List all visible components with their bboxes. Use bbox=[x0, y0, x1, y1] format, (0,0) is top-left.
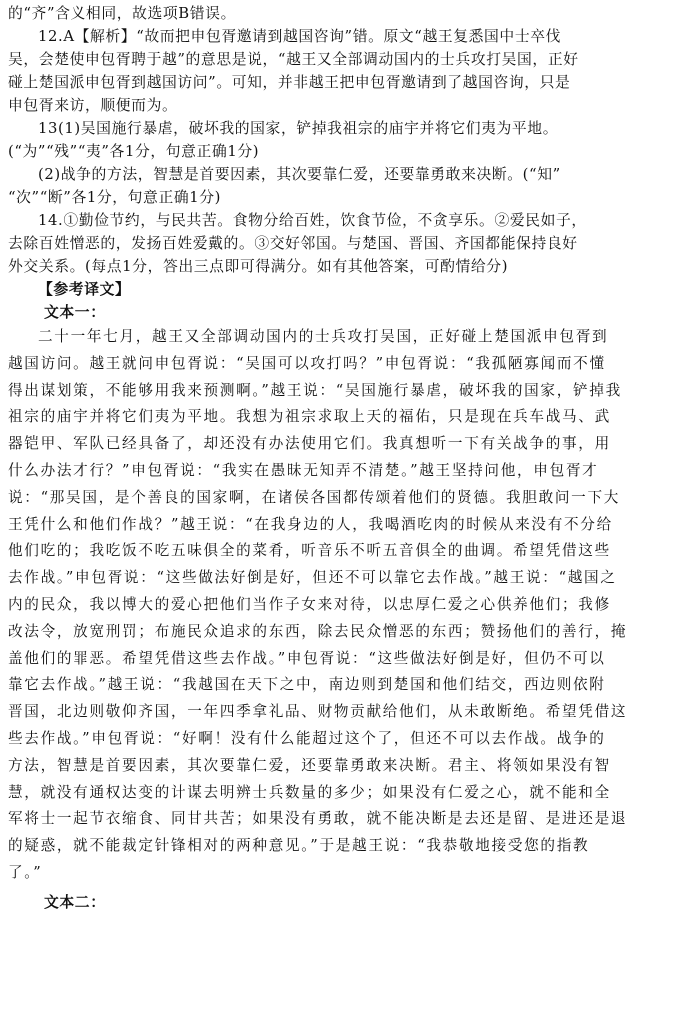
answer-line: (“为”“残”“夷”各1分，句意正确1分) bbox=[8, 143, 260, 160]
translation-line: 了。” bbox=[8, 863, 43, 881]
text-two-label: 文本二： bbox=[44, 893, 106, 911]
translation-line: 靠它去作战。”越王说：“我越国在天下之中，南边则到楚国和他们结交，西边则依附 bbox=[8, 676, 606, 694]
reference-translation-heading: 【参考译文】 bbox=[38, 281, 131, 298]
translation-line: 越国访问。越王就问申包胥说：“吴国可以攻打吗？”申包胥说：“我孤陋寡闻而不懂 bbox=[8, 354, 606, 372]
translation-line: 他们吃的；我吃饭不吃五味俱全的菜肴，听音乐不听五音俱全的曲调。希望凭借这些 bbox=[8, 542, 611, 560]
translation-line: 祖宗的庙宇并将它们夷为平地。我想为祖宗求取上天的福佑，只是现在兵车战马、武 bbox=[8, 408, 611, 426]
answer-line: 外交关系。(每点1分，答出三点即可得满分。如有其他答案，可酌情给分) bbox=[8, 258, 509, 275]
answer-line: 吴，会楚使申包胥聘于越”的意思是说，“越王又全部调动国内的士兵攻打吴国，正好 bbox=[8, 51, 579, 68]
translation-line: 些去作战。”申包胥说：“好啊！没有什么能超过这个了，但还不可以去作战。战争的 bbox=[8, 729, 606, 747]
answer-line: “次”“断”各1分，句意正确1分) bbox=[8, 189, 222, 206]
translation-line: 说：“那吴国，是个善良的国家啊，在诸侯各国都传颂着他们的贤德。我胆敢问一下大 bbox=[8, 488, 621, 506]
answer-line: 碰上楚国派申包胥到越国访问”。可知，并非越王把申包胥邀请到了越国咨询，只是 bbox=[8, 74, 571, 91]
translation-line: 改法令，放宽刑罚；布施民众追求的东西，除去民众憎恶的东西；赞扬他们的善行，掩 bbox=[8, 622, 628, 640]
translation-line: 的疑惑，就不能裁定针锋相对的两种意见。”于是越王说：“我恭敬地接受您的指教 bbox=[8, 837, 590, 855]
translation-line: 盖他们的罪恶。希望凭借这些去作战。”申包胥说：“这些做法好倒是好，但仍不可以 bbox=[8, 649, 606, 667]
answer-line: 去除百姓憎恶的，发扬百姓爱戴的。③交好邻国。与楚国、晋国、齐国都能保持良好 bbox=[8, 235, 578, 252]
translation-line: 什么办法才行？”申包胥说：“我实在愚昧无知弄不清楚。”越王坚持问他，申包胥才 bbox=[8, 461, 599, 479]
answer-explanations bbox=[8, 2, 684, 278]
translation-line: 去作战。”申包胥说：“这些做法好倒是好，但还不可以靠它去作战。”越王说：“越国之 bbox=[8, 569, 617, 587]
translation-line: 晋国，北边则敬仰齐国，一年四季拿礼品、财物贡献给他们，从未敢断绝。希望凭借这 bbox=[8, 703, 628, 721]
translation-line: 军将士一起节衣缩食、同甘共苦；如果没有勇敢，就不能决断是去还是留、是进还是退 bbox=[8, 810, 628, 828]
translation-line: 器铠甲、军队已经具备了，却还没有办法使用它们。我真想听一下有关战争的事，用 bbox=[8, 435, 611, 453]
answer-line: 申包胥来访，顺便而为。 bbox=[8, 97, 178, 114]
answer-line: (2)战争的方法，智慧是首要因素，其次要靠仁爱，还要靠勇敢来决断。(“知” bbox=[38, 166, 561, 183]
translation-line: 内的民众，我以博大的爱心把他们当作子女来对待，以忠厚仁爱之心供养他们；我修 bbox=[8, 595, 611, 613]
translation-line: 二十一年七月，越王又全部调动国内的士兵攻打吴国，正好碰上楚国派申包胥到 bbox=[38, 328, 609, 345]
translation-line: 慧，就没有通权达变的计谋去明辨士兵数量的多少；如果没有仁爱之心，就不能和全 bbox=[8, 783, 611, 801]
translation-line: 得出谋划策，不能够用我来预测啊。”越王说：“吴国施行暴虐，破坏我的国家，铲掉我 bbox=[8, 381, 622, 399]
answer-line: 的“齐”含义相同，故选项B错误。 bbox=[8, 5, 236, 22]
translation-line: 王凭什么和他们作战？”越王说：“在我身边的人，我喝酒吃肉的时候从来没有不分给 bbox=[8, 515, 613, 533]
text-one-label: 文本一： bbox=[44, 304, 106, 321]
answer-line: 12.A【解析】“故而把申包胥邀请到越国咨询”错。原文“越王复悉国中士卒伐 bbox=[38, 28, 562, 45]
answer-line: 13(1)吴国施行暴虐，破坏我的国家，铲掉我祖宗的庙宇并将它们夷为平地。 bbox=[38, 120, 559, 137]
answer-line: 14.①勤俭节约，与民共苦。食物分给百姓，饮食节俭，不贪享乐。②爱民如子， bbox=[38, 212, 587, 229]
text-one-translation bbox=[8, 324, 684, 887]
translation-line: 方法，智慧是首要因素，其次要靠仁爱，还要靠勇敢来决断。君主、将领如果没有智 bbox=[8, 756, 611, 774]
